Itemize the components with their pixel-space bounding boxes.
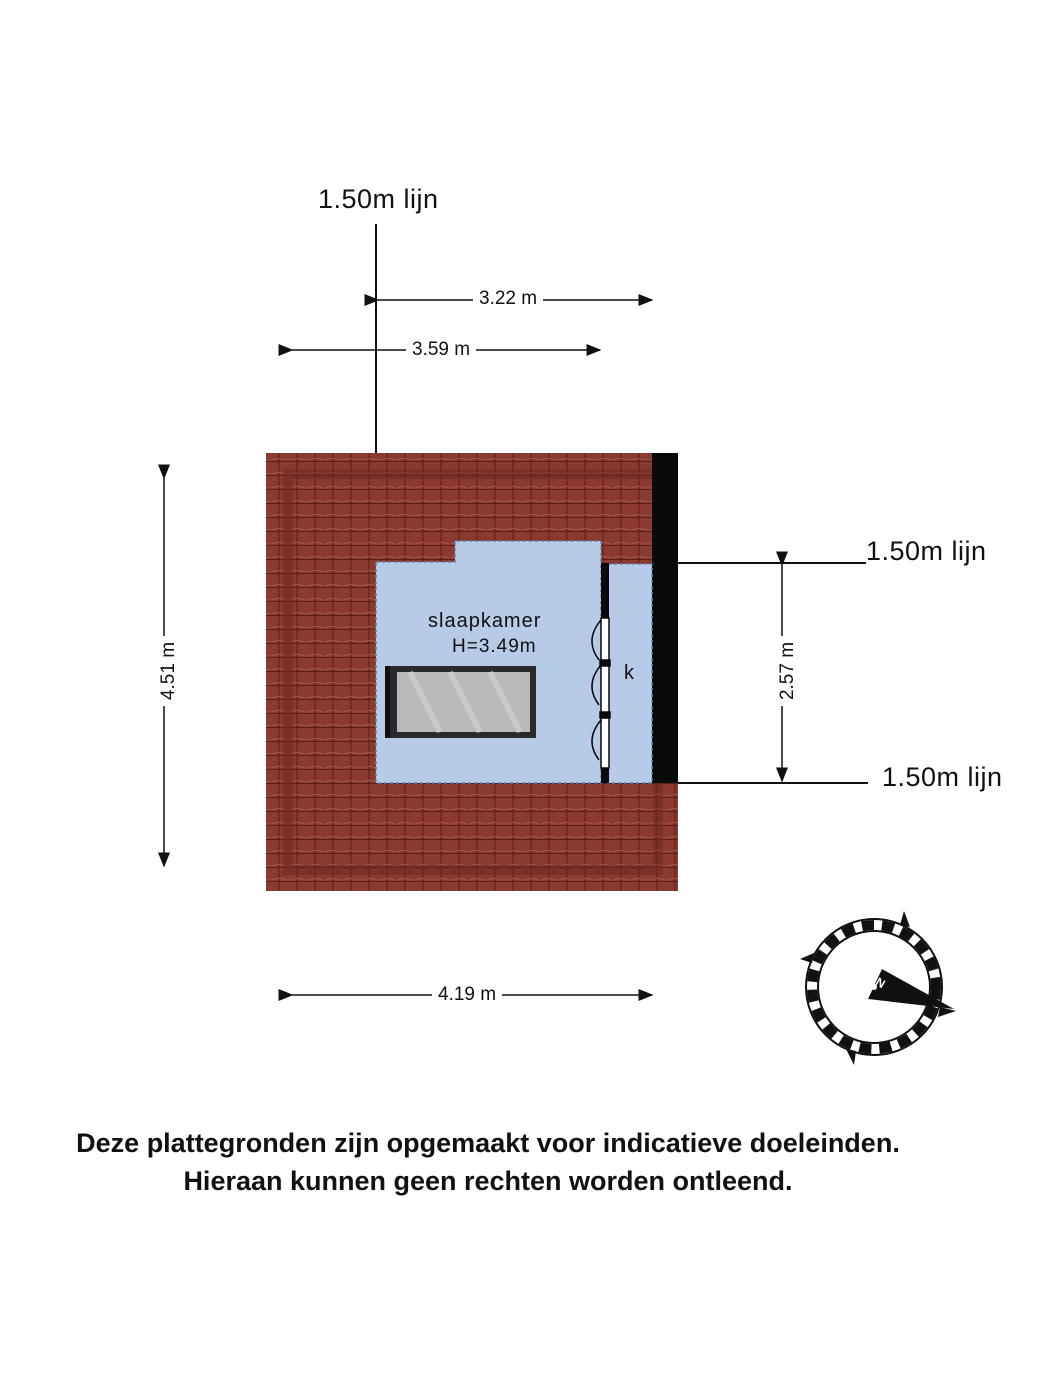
dimension-left: 4.51 m [158, 636, 180, 706]
line-label-top: 1.50m lijn [318, 184, 439, 214]
skylight-icon [385, 666, 536, 738]
disclaimer [0, 1124, 988, 1200]
disclaimer-line-1: Deze plattegronden zijn opgemaakt voor indicatieve doeleinden. [76, 1128, 900, 1158]
line-label-right-bottom: 1.50m lijn [882, 762, 1003, 792]
dimension-right: 2.57 m [777, 636, 799, 706]
dimension-top-outer: 3.59 m [406, 339, 476, 361]
line-label-right-top: 1.50m lijn [866, 536, 987, 566]
disclaimer-line-2: Hieraan kunnen geen rechten worden ontleend. [183, 1166, 793, 1196]
door-frame [601, 618, 609, 768]
wall-right [652, 453, 678, 783]
room-height-bedroom: H=3.49m [452, 636, 537, 657]
room-name-bedroom: slaapkamer [428, 610, 542, 632]
compass-letter: N [873, 974, 888, 992]
dimension-bottom: 4.19 m [432, 984, 502, 1006]
room-name-closet: k [624, 662, 635, 684]
dimension-top-inner: 3.22 m [473, 288, 543, 310]
bedroom-floor [376, 541, 601, 783]
